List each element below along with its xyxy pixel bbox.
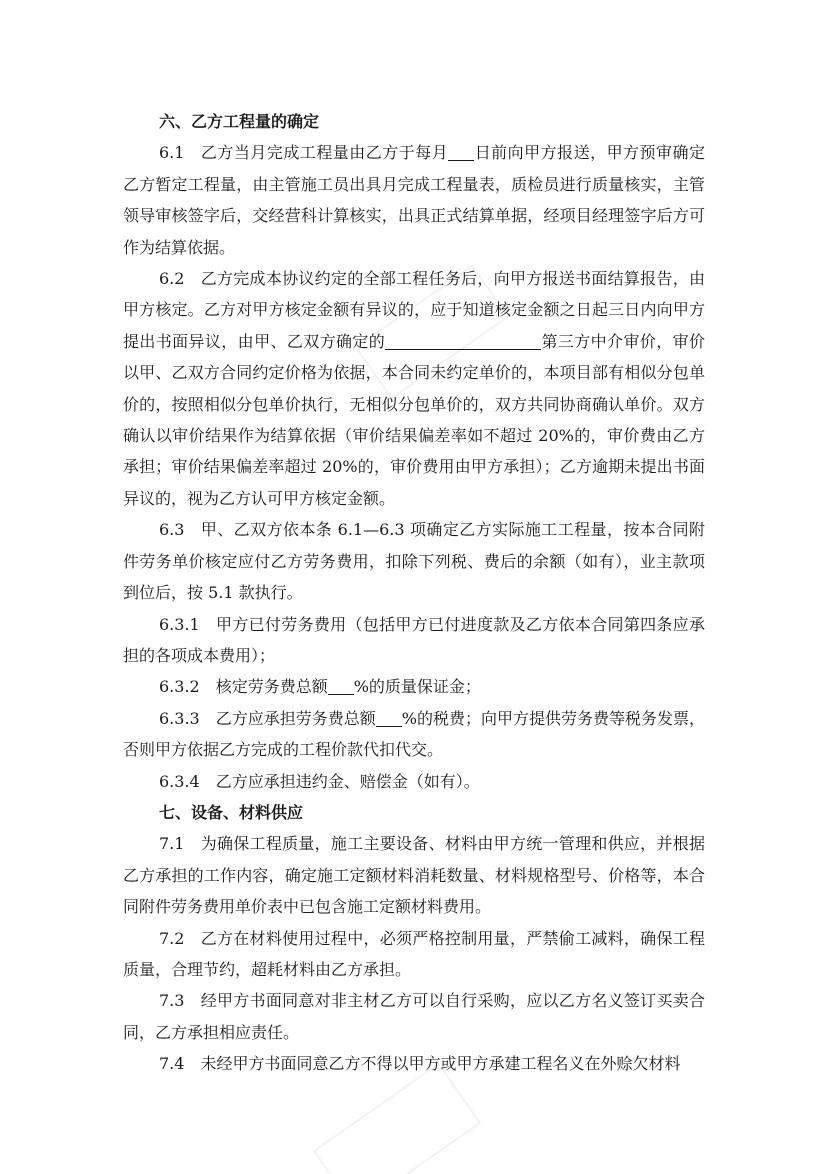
- clause-6-3-1: 6.3.1 甲方已付劳务费用（包括甲方已付进度款及乙方依本合同第四条应承担的各项成本费用）；: [123, 614, 705, 665]
- clause-6-3-2-text-a: 6.3.2 核定劳务费总额: [159, 677, 328, 697]
- blank-warranty-percent-field[interactable]: [328, 676, 354, 695]
- clause-6-2: [123, 263, 705, 514]
- clause-6-3-3-text-b: %的税费；向甲方提供劳务费等税务发票，否则甲方依据乙方完成的工程价款代扣代交。: [123, 708, 705, 760]
- clause-6-1-text-b: 日前向甲方报送，甲方预审确定乙方暂定工程量，由主管施工员出具月完成工程量表，质检员进行质量核实，主管领导审核签字后，交经营科计算核实，出具正式结算单据，经项目经理签字后方可作为结算依据。: [123, 143, 705, 257]
- clause-7-2: 7.2 乙方在材料使用过程中，必须严格控制用量，严禁偷工减料，确保工程质量，合理节约，超耗材料由乙方承担。: [123, 928, 705, 979]
- document-body: [123, 106, 705, 1080]
- clause-6-1-text-a: 6.1 乙方当月完成工程量由乙方于每月: [159, 143, 449, 163]
- clause-6-3-2-text-b: %的质量保证金；: [353, 677, 481, 697]
- clause-6-1: [123, 137, 705, 263]
- section-7-title: 七、设备、材料供应: [159, 802, 304, 822]
- clause-7-3: 7.3 经甲方书面同意对非主材乙方可以自行采购，应以乙方名义签订买卖合同，乙方承担相应责任。: [123, 991, 705, 1042]
- blank-tax-percent-field[interactable]: [376, 708, 402, 727]
- clause-7-4: 7.4 未经甲方书面同意乙方不得以甲方或甲方承建工程名义在外赊欠材料: [159, 1054, 681, 1074]
- blank-third-party-field[interactable]: [385, 331, 541, 350]
- clause-6-3-4: 6.3.4 乙方应承担违约金、赔偿金（如有）。: [159, 771, 480, 791]
- section-6-title: 六、乙方工程量的确定: [159, 112, 320, 131]
- clause-7-1: 7.1 为确保工程质量，施工主要设备、材料由甲方统一管理和供应，并根据乙方承担的工作内容，确定施工定额材料消耗数量、材料规格型号、价格等，本合同附件劳务费用单价表中已包含施工定额材料费用。: [123, 834, 705, 917]
- blank-day-field[interactable]: [448, 142, 474, 161]
- clause-6-3-2: [123, 671, 705, 702]
- clause-6-3: 6.3 甲、乙双方依本条 6.1—6.3 项确定乙方实际施工工程量，按本合同附件劳务单价核定应付乙方劳务费用，扣除下列税、费后的余额（如有），业主款项到位后，按 5.1 款执行。: [123, 520, 705, 603]
- clause-6-3-3: [123, 703, 705, 766]
- clause-6-2-text-a: 6.2 乙方完成本协议约定的全部工程任务后，向甲方报送书面结算报告，由甲方核定。乙方对甲方核定金额有异议的，应于知道核定金额之日起三日内向甲方提出书面异议，由甲、乙双方确定的: [123, 269, 705, 351]
- clause-6-3-3-text-a: 6.3.3 乙方应承担劳务费总额: [159, 708, 376, 728]
- clause-6-2-text-b: 第三方中介审价，审价以甲、乙双方合同约定价格为依据，本合同未约定单价的，本项目部有相似分包单价的，按照相似分包单价执行，无相似分包单价的，双方共同协商确认单价。双方确认以审价结果作为结算依据（审价结果偏差率如不超过 20%的，审价费由乙方承担；审价结果偏差率超过 20%的，审价费用由甲方承担）；乙方逾期未提出书面异议的，视为乙方认可甲方核定金额。: [123, 331, 705, 508]
